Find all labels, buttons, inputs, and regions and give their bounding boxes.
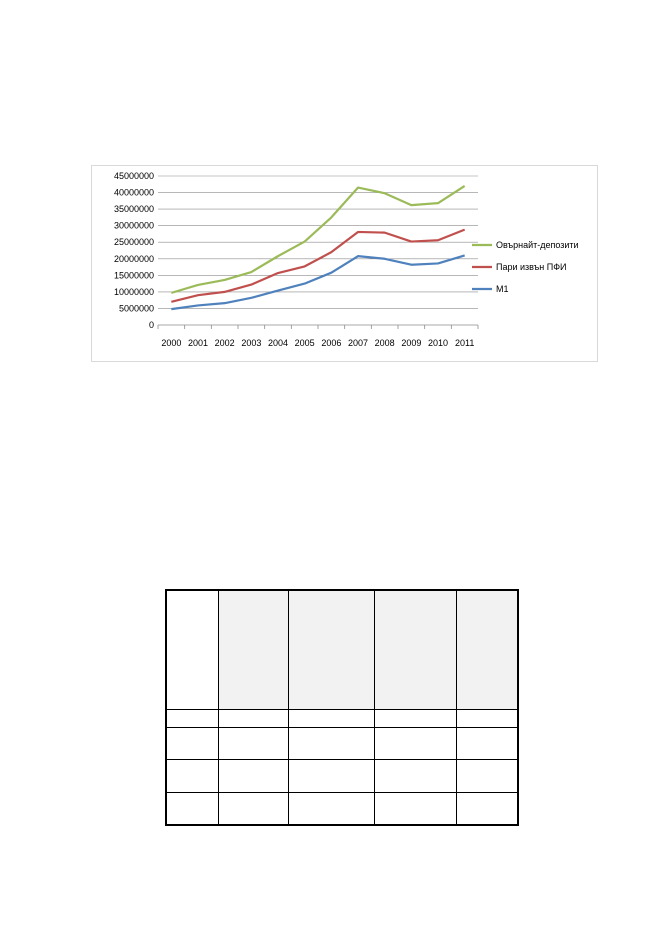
table-cell <box>166 793 219 825</box>
table-cell <box>375 709 457 727</box>
y-tick-label: 20000000 <box>113 253 154 264</box>
table-cell <box>219 793 289 825</box>
table-row <box>166 590 518 709</box>
table-row <box>166 709 518 727</box>
x-tick-label: 2002 <box>214 338 235 348</box>
x-tick-label: 2005 <box>294 338 315 348</box>
y-tick-label: 40000000 <box>113 187 154 198</box>
table-cell <box>288 759 375 792</box>
table-cell <box>375 793 457 825</box>
table-cell <box>375 727 457 759</box>
table-row <box>166 793 518 825</box>
data-table <box>165 589 519 826</box>
x-tick-label: 2000 <box>161 338 182 348</box>
x-tick-label: 2010 <box>427 338 449 348</box>
x-tick-label: 2004 <box>267 338 289 348</box>
legend-label: Пари извън ПФИ <box>496 262 567 272</box>
table-cell <box>456 727 518 759</box>
legend-label: M1 <box>496 284 509 294</box>
table-header-cell <box>456 590 518 709</box>
table-row <box>166 759 518 792</box>
x-tick-label: 2007 <box>347 338 369 348</box>
table-cell <box>166 709 219 727</box>
y-tick-label: 35000000 <box>113 204 154 215</box>
y-tick-label: 5000000 <box>118 303 154 314</box>
table-row <box>166 727 518 759</box>
table-header-cell <box>375 590 457 709</box>
table-header-cell <box>288 590 375 709</box>
table-cell <box>456 793 518 825</box>
y-tick-label: 25000000 <box>113 237 154 248</box>
x-tick-label: 2011 <box>454 338 475 348</box>
table-cell <box>166 759 219 792</box>
x-tick-label: 2006 <box>321 338 342 348</box>
table-cell <box>219 759 289 792</box>
x-tick-label: 2001 <box>187 338 209 348</box>
series-line-0 <box>171 186 464 293</box>
table-cell <box>166 727 219 759</box>
table-cell <box>288 727 375 759</box>
table-cell <box>219 727 289 759</box>
x-tick-label: 2003 <box>241 338 262 348</box>
table-cell <box>288 793 375 825</box>
legend-label: Овърнайт-депозити <box>496 240 579 250</box>
table-cell <box>456 709 518 727</box>
chart-frame <box>91 165 598 362</box>
y-tick-label: 0 <box>148 320 154 330</box>
y-tick-label: 15000000 <box>113 270 154 281</box>
series-line-1 <box>171 230 464 302</box>
table-cell <box>456 759 518 792</box>
line-chart <box>92 166 599 363</box>
table-header-cell <box>219 590 289 709</box>
table-cell <box>375 759 457 792</box>
table-header-cell <box>166 590 219 709</box>
y-tick-label: 10000000 <box>113 286 154 297</box>
y-tick-label: 30000000 <box>113 220 154 231</box>
x-tick-label: 2008 <box>374 338 395 348</box>
y-tick-label: 45000000 <box>113 171 154 181</box>
table-cell <box>219 709 289 727</box>
table-cell <box>288 709 375 727</box>
x-tick-label: 2009 <box>401 338 422 348</box>
